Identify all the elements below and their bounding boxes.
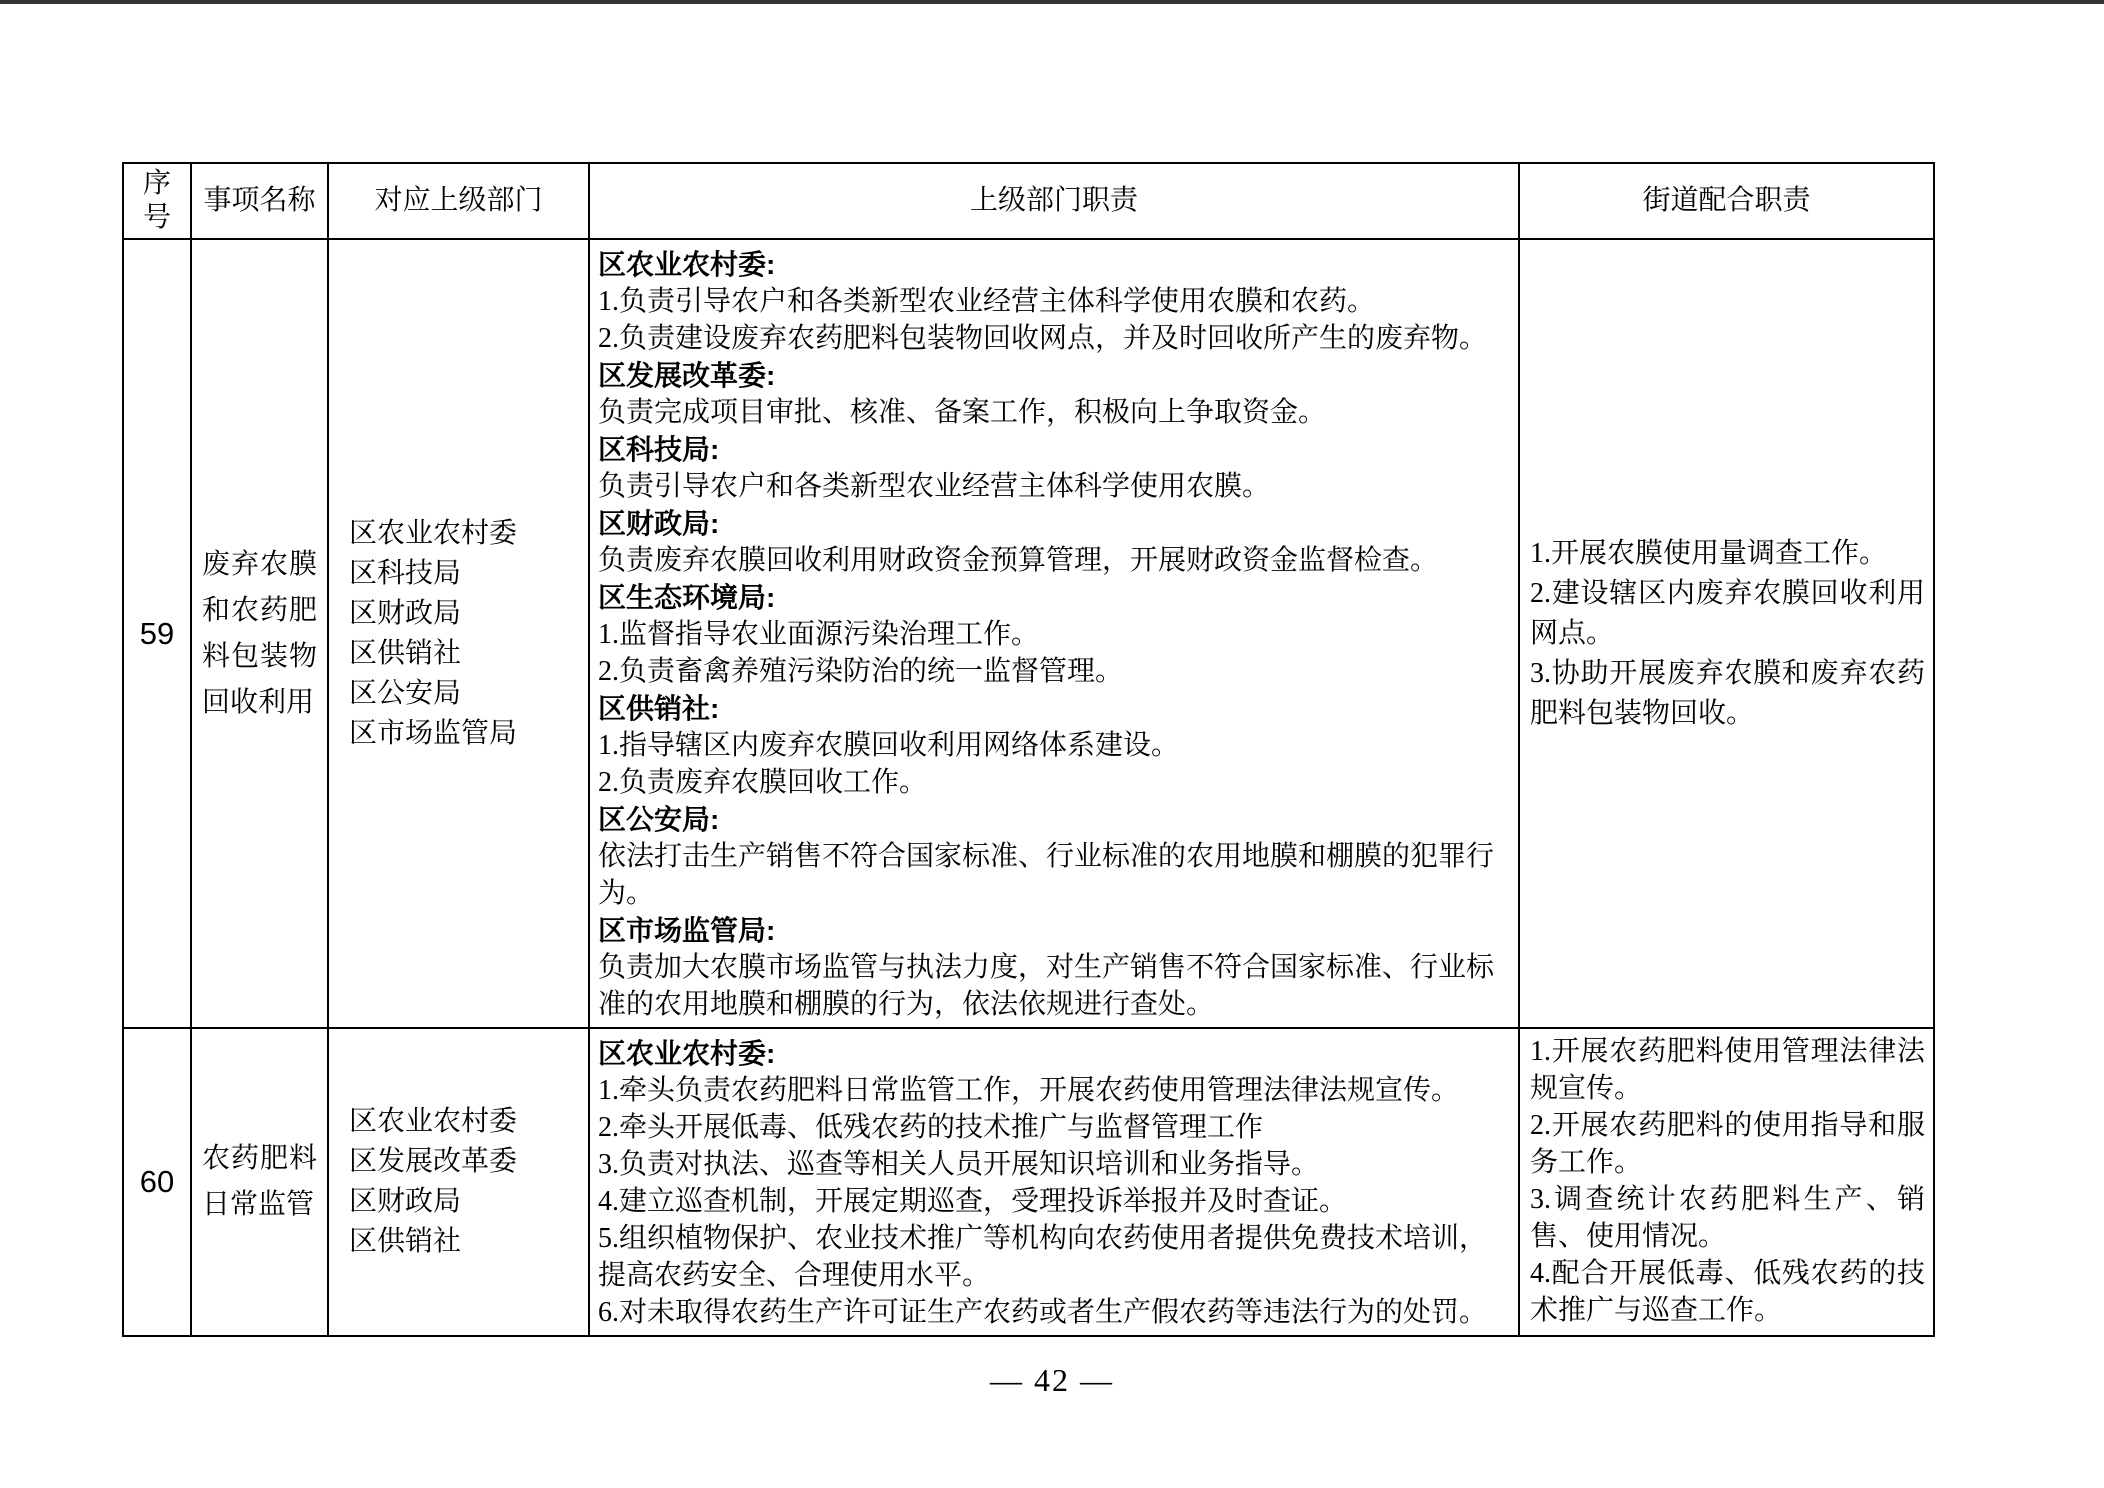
street-duty-line: 3.协助开展废弃农膜和废弃农药肥料包装物回收。: [1530, 657, 1925, 729]
table-row-59: [123, 239, 1934, 1028]
duty-heading: 区供销社:: [598, 693, 720, 724]
street-duty-line: 2.开展农药肥料的使用指导和服务工作。: [1530, 1110, 1925, 1178]
street-duties-cell-60: [1519, 1028, 1934, 1336]
duty-line: 6.对未取得农药生产许可证生产农药或者生产假农药等违法行为的处罚。: [598, 1297, 1488, 1328]
superior-duties-cell-60: [589, 1028, 1519, 1336]
superior-duties-cell-59: [589, 239, 1519, 1028]
duty-line: 负责引导农户和各类新型农业经营主体科学使用农膜。: [598, 471, 1271, 502]
duty-line: 2.负责畜禽养殖污染防治的统一监督管理。: [598, 656, 1124, 687]
duty-line: 2.负责废弃农膜回收工作。: [598, 767, 928, 798]
duty-line: 1.牵头负责农药肥料日常监管工作，开展农药使用管理法律法规宣传。: [598, 1075, 1460, 1106]
street-duties-cell-59: [1519, 239, 1934, 1028]
header-seq-label: 序号: [142, 167, 171, 233]
header-street-duties: 街道配合职责: [1519, 163, 1934, 239]
street-duty-line: 4.配合开展低毒、低残农药的技术推广与巡查工作。: [1530, 1258, 1925, 1326]
table-header-row: [123, 163, 1934, 239]
department-line: 区供销社: [349, 1226, 462, 1257]
duty-heading: 区发展改革委:: [598, 360, 776, 391]
duty-heading: 区生态环境局:: [598, 582, 776, 613]
responsibility-table: [122, 162, 1935, 1337]
duty-line: 3.负责对执法、巡查等相关人员开展知识培训和业务指导。: [598, 1149, 1320, 1180]
department-line: 区供销社: [349, 637, 462, 669]
street-duty-line: 3.调查统计农药肥料生产、销售、使用情况。: [1530, 1184, 1925, 1252]
duty-line: 4.建立巡查机制，开展定期巡查，受理投诉举报并及时查证。: [598, 1186, 1348, 1217]
duty-heading: 区农业农村委:: [598, 249, 776, 280]
duty-line: 2.牵头开展低毒、低残农药的技术推广与监督管理工作: [598, 1112, 1264, 1143]
street-duty-line: 1.开展农药肥料使用管理法律法规宣传。: [1530, 1036, 1925, 1104]
duty-heading: 区市场监管局:: [598, 915, 776, 946]
department-line: 区农业农村委: [349, 517, 518, 549]
duty-heading: 区财政局:: [598, 508, 720, 539]
department-line: 区发展改革委: [349, 1146, 518, 1177]
header-superior-dept: 对应上级部门: [328, 163, 589, 239]
table-row-60: [123, 1028, 1934, 1336]
seq-cell-59: 59: [123, 239, 191, 1028]
duty-line: 负责完成项目审批、核准、备案工作，积极向上争取资金。: [598, 397, 1327, 428]
duty-line: 1.负责引导农户和各类新型农业经营主体科学使用农膜和农药。: [598, 286, 1376, 317]
page-top-edge: [0, 0, 2104, 4]
header-seq: [123, 163, 191, 239]
page-number: — 42 —: [990, 1362, 1114, 1398]
department-line: 区财政局: [349, 597, 462, 629]
duty-heading: 区公安局:: [598, 804, 720, 835]
department-line: 区公安局: [349, 677, 462, 709]
duty-line: 1.监督指导农业面源污染治理工作。: [598, 619, 1040, 650]
duty-line: 5.组织植物保护、农业技术推广等机构向农药使用者提供免费技术培训，提高农药安全、合理使用水平。: [598, 1223, 1488, 1291]
duty-line: 依法打击生产销售不符合国家标准、行业标准的农用地膜和棚膜的犯罪行为。: [598, 841, 1495, 909]
duty-line: 2.负责建设废弃农药肥料包装物回收网点，并及时回收所产生的废弃物。: [598, 323, 1488, 354]
header-superior-duties: 上级部门职责: [589, 163, 1519, 239]
item-name-cell-59: 废弃农膜和农药肥料包装物回收利用: [191, 239, 328, 1028]
header-item-name: 事项名称: [191, 163, 328, 239]
department-line: 区财政局: [349, 1186, 462, 1217]
duty-heading: 区科技局:: [598, 434, 720, 465]
department-line: 区科技局: [349, 557, 462, 589]
duty-line: 1.指导辖区内废弃农膜回收利用网络体系建设。: [598, 730, 1180, 761]
duty-heading: 区农业农村委:: [598, 1038, 776, 1069]
street-duty-line: 2.建设辖区内废弃农膜回收利用网点。: [1530, 577, 1925, 649]
departments-cell-60: [328, 1028, 589, 1336]
department-line: 区农业农村委: [349, 1106, 518, 1137]
duty-line: 负责废弃农膜回收利用财政资金预算管理，开展财政资金监督检查。: [598, 545, 1439, 576]
departments-cell-59: [328, 239, 589, 1028]
street-duty-line: 1.开展农膜使用量调查工作。: [1530, 537, 1888, 569]
seq-cell-60: 60: [123, 1028, 191, 1336]
duty-line: 负责加大农膜市场监管与执法力度，对生产销售不符合国家标准、行业标准的农用地膜和棚膜的行为，依法依规进行查处。: [598, 952, 1495, 1020]
item-name-cell-60: 农药肥料日常监管: [191, 1028, 328, 1336]
department-line: 区市场监管局: [349, 717, 518, 749]
